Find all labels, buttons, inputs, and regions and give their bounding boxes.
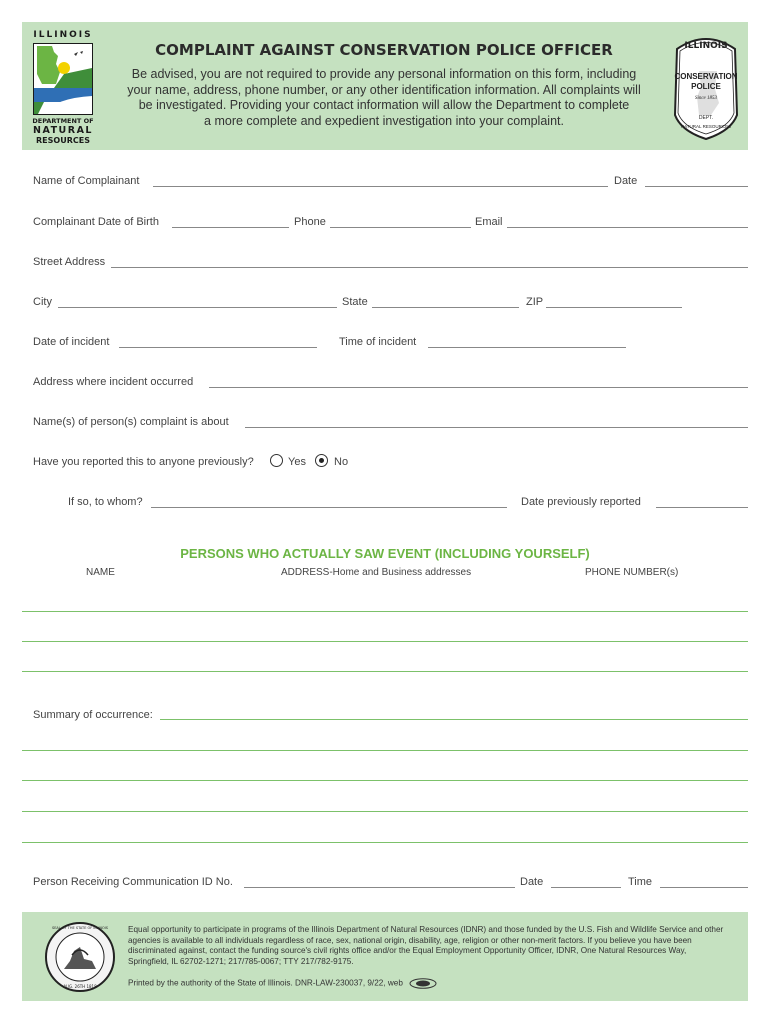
logo-line-3: RESOURCES (36, 136, 90, 145)
col-head-name: NAME (86, 567, 115, 578)
notice-line: Be advised, you are not required to provide any personal information on this form, including (131, 67, 637, 81)
printed-authority-text: Printed by the authority of the State of Illinois. DNR-LAW-230037, 9/22, web (128, 978, 403, 988)
label-address-incident: Address where incident occurred (33, 376, 194, 388)
label-zip: ZIP (526, 296, 544, 308)
input-name-of-complainant[interactable] (153, 186, 608, 187)
form-title: COMPLAINT AGAINST CONSERVATION POLICE OFFICER (155, 41, 613, 59)
label-no: No (334, 456, 349, 468)
label-date-previously-reported: Date previously reported (521, 496, 641, 508)
witnesses-heading: PERSONS WHO ACTUALLY SAW EVENT (INCLUDING YOURSELF) (180, 546, 590, 561)
input-date-previously-reported[interactable] (656, 507, 748, 508)
notice-line: a more complete and expedient investigation into your complaint. (204, 113, 564, 128)
input-city[interactable] (58, 307, 337, 308)
witness-line-3[interactable] (22, 671, 748, 672)
logo-line-2: NATURAL (33, 125, 93, 136)
label-receiving-time: Time (628, 876, 653, 888)
label-name-of-complainant: Name of Complainant (33, 175, 140, 187)
badge-line-1: CONSERVATION (674, 72, 738, 81)
logo-line-1: DEPARTMENT OF (32, 117, 94, 125)
label-to-whom: If so, to whom? (68, 496, 143, 508)
col-head-address: ADDRESS-Home and Business addresses (281, 567, 472, 578)
badge-dept: DEPT. (698, 115, 714, 121)
input-date-of-incident[interactable] (119, 347, 317, 348)
logo-landscape-icon (33, 43, 93, 115)
witness-line-1[interactable] (22, 611, 748, 612)
label-street-address: Street Address (33, 256, 106, 268)
union-bug-icon (409, 978, 437, 989)
label-state: State (342, 296, 368, 308)
input-time-of-incident[interactable] (428, 347, 626, 348)
label-date: Date (614, 175, 638, 187)
row-to-whom (33, 494, 748, 512)
label-summary: Summary of occurrence: (33, 709, 153, 721)
row-incident-date-time (33, 334, 748, 352)
input-zip[interactable] (546, 307, 682, 308)
input-receiving-date[interactable] (551, 887, 621, 888)
label-reported-question: Have you reported this to anyone previously? (33, 456, 254, 468)
label-yes: Yes (288, 456, 306, 468)
badge-line-2: POLICE (691, 82, 721, 91)
row-complainant (33, 173, 748, 191)
row-incident-address (33, 374, 748, 392)
row-reported-previously (33, 454, 748, 472)
notice-text (110, 67, 658, 129)
eeo-statement: Equal opportunity to participate in programs of the Illinois Department of Natural Resources (IDNR) and those funded by the U.S. Fish and Wildlife Service and other agencies is available to all individuals regardless of race, sex, national origin, disability, age, religion or other non-merit factors. If you believe you have been discriminated against, contact the funding source's civil rights office and/or the Equal Employment Opportunity Officer, IDNR, One Natural Resources Way, Springfield, IL 62702-1271; 217/785-0067; TTY 217/782-9175. (128, 925, 724, 966)
badge-bottom-arc: NATURAL RESOURCES (680, 124, 732, 129)
input-phone[interactable] (330, 227, 471, 228)
summary-line-4[interactable] (22, 811, 748, 812)
label-dob: Complainant Date of Birth (33, 216, 159, 228)
label-receiving-date: Date (520, 876, 544, 888)
idnr-logo (31, 30, 95, 144)
input-email[interactable] (507, 227, 748, 228)
state-seal-icon (44, 921, 116, 993)
badge-since: Since 1853 (694, 96, 718, 101)
row-summary (33, 707, 748, 725)
radio-selected-dot (319, 458, 325, 464)
label-email: Email (475, 216, 503, 228)
summary-line-3[interactable] (22, 780, 748, 781)
printed-authority (128, 978, 437, 989)
conservation-police-badge-icon (671, 31, 741, 141)
summary-line-1[interactable] (160, 719, 748, 720)
seal-text: SEAL OF THE STATE OF ILLINOIS (51, 926, 109, 930)
input-dob[interactable] (172, 227, 289, 228)
row-dob-phone-email (33, 214, 748, 232)
label-receiving-id: Person Receiving Communication ID No. (33, 876, 233, 888)
summary-line-5[interactable] (22, 842, 748, 843)
input-to-whom[interactable] (151, 507, 507, 508)
row-city-state-zip (33, 294, 748, 312)
label-city: City (33, 296, 52, 308)
input-street-address[interactable] (111, 267, 748, 268)
radio-yes[interactable] (270, 454, 283, 467)
input-receiving-time[interactable] (660, 887, 748, 888)
notice-line: be investigated. Providing your contact information will allow the Department to complete (138, 98, 630, 112)
label-date-of-incident: Date of incident (33, 336, 110, 348)
label-phone: Phone (294, 216, 326, 228)
witness-line-2[interactable] (22, 641, 748, 642)
radio-no-selected[interactable] (315, 454, 328, 467)
input-receiving-id[interactable] (244, 887, 515, 888)
summary-line-2[interactable] (22, 750, 748, 751)
input-persons-about[interactable] (245, 427, 748, 428)
input-state[interactable] (372, 307, 519, 308)
seal-date: AUG. 26TH 1818 (63, 984, 97, 989)
label-persons-about: Name(s) of person(s) complaint is about (33, 416, 229, 428)
label-time-of-incident: Time of incident (339, 336, 417, 348)
input-address-incident[interactable] (209, 387, 748, 388)
logo-top-text: ILLINOIS (33, 30, 93, 40)
row-street (33, 254, 748, 272)
input-date[interactable] (645, 186, 748, 187)
badge-arc-text: ILLINOIS (684, 41, 728, 51)
col-head-phone: PHONE NUMBER(s) (585, 567, 679, 578)
row-persons-about (33, 414, 748, 432)
notice-line: your name, address, phone number, or any other identification information. All complaints will (127, 82, 641, 97)
row-receiving (33, 874, 748, 892)
